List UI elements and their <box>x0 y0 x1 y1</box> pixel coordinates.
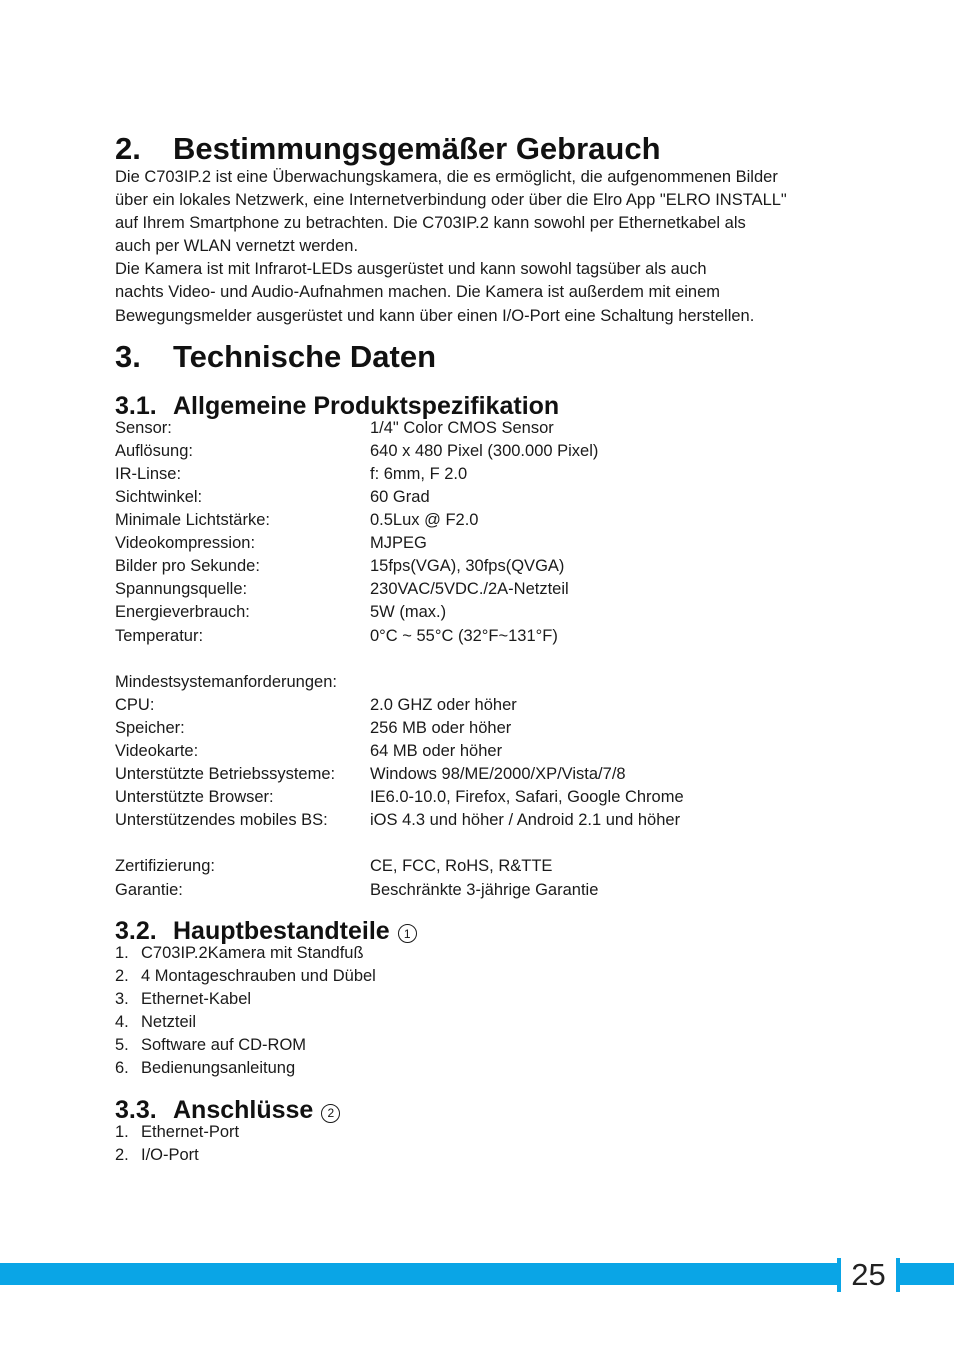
list-item-number: 2. <box>115 966 129 985</box>
spec-row <box>115 879 855 902</box>
spec-value: 64 MB oder höher <box>370 741 503 760</box>
list-item <box>115 942 855 965</box>
section-2-paragraph-2 <box>115 258 855 327</box>
spec-label: Unterstützte Browser: <box>115 788 274 807</box>
list-item-text: Netzteil <box>141 1012 197 1031</box>
spec-label: Sensor: <box>115 418 172 437</box>
list-item-number: 1. <box>115 943 129 962</box>
section-number: 3.3. <box>115 1096 157 1125</box>
spec-label: IR-Linse: <box>115 464 182 483</box>
spec-value <box>370 671 855 694</box>
spec-label: Unterstützte Betriebssysteme: <box>115 765 336 784</box>
components-list <box>115 942 855 1081</box>
spec-value: 230VAC/5VDC./2A-Netzteil <box>370 580 569 599</box>
spec-label: Garantie: <box>115 880 183 899</box>
paragraph-line: Bewegungsmelder ausgerüstet und kann über einen I/O-Port eine Schaltung herstellen. <box>115 306 755 325</box>
spec-row <box>115 855 855 878</box>
spec-row <box>115 486 855 509</box>
spec-row <box>115 671 855 694</box>
spec-value: IE6.0-10.0, Firefox, Safari, Google Chrome <box>370 788 684 807</box>
spec-row <box>115 763 855 786</box>
list-item-number: 4. <box>115 1012 129 1031</box>
list-item-text: Ethernet-Port <box>141 1123 240 1142</box>
spec-row <box>115 740 855 763</box>
spec-value: Windows 98/ME/2000/XP/Vista/7/8 <box>370 765 626 784</box>
spec-label: Speicher: <box>115 718 185 737</box>
spec-value: Beschränkte 3-jährige Garantie <box>370 880 599 899</box>
spec-label: Mindestsystemanforderungen: <box>115 672 337 691</box>
paragraph-line: auch per WLAN vernetzt werden. <box>115 237 359 256</box>
spec-value: 15fps(VGA), 30fps(QVGA) <box>370 557 565 576</box>
section-3-heading <box>115 336 855 378</box>
spec-label: Energieverbrauch: <box>115 603 250 622</box>
list-item <box>115 1011 855 1034</box>
list-item-text: Software auf CD-ROM <box>141 1036 307 1054</box>
section-number: 3.2. <box>115 916 157 945</box>
spec-row <box>115 809 855 832</box>
ports-list <box>115 1121 855 1167</box>
section-number: 3. <box>115 338 141 374</box>
page-number: 25 <box>837 1258 900 1292</box>
section-2-heading <box>115 128 855 170</box>
spec-row <box>115 509 855 532</box>
section-title: Technische Daten <box>173 338 437 374</box>
spec-row <box>115 601 855 624</box>
paragraph-line: Die Kamera ist mit Infrarot-LEDs ausgerüstet und kann sowohl tagsüber als auch <box>115 260 707 279</box>
section-title: Allgemeine Produktspezifikation <box>173 391 560 420</box>
spec-value: 5W (max.) <box>370 603 447 622</box>
spec-row <box>115 463 855 486</box>
spec-label: Videokarte: <box>115 741 199 760</box>
list-item-number: 3. <box>115 989 129 1008</box>
list-item-text: 4 Montageschrauben und Dübel <box>141 966 376 985</box>
list-item-number: 6. <box>115 1059 129 1078</box>
figure-reference-badge: 1 <box>398 924 417 943</box>
spec-row <box>115 440 855 463</box>
paragraph-line: über ein lokales Netzwerk, eine Internetverbindung oder über die Elro App "ELRO INSTALL" <box>115 191 787 210</box>
spacer-row <box>115 648 855 671</box>
spec-row <box>115 625 855 648</box>
list-item-number: 2. <box>115 1146 129 1165</box>
list-item <box>115 1121 855 1144</box>
spec-label: Minimale Lichtstärke: <box>115 511 270 530</box>
spec-label: Bilder pro Sekunde: <box>115 557 260 576</box>
section-title: Bestimmungsgemäßer Gebrauch <box>173 131 661 166</box>
spec-value: f: 6mm, F 2.0 <box>370 464 468 483</box>
section-number: 2. <box>115 131 141 166</box>
spec-value: MJPEG <box>370 534 427 553</box>
spec-row <box>115 694 855 717</box>
list-item-number: 5. <box>115 1036 129 1054</box>
spec-value: 0.5Lux @ F2.0 <box>370 511 479 530</box>
spec-value: CE, FCC, RoHS, R&TTE <box>370 857 553 876</box>
section-2-paragraph-1 <box>115 166 855 258</box>
list-item-text: C703IP.2Kamera mit Standfuß <box>141 943 364 962</box>
section-title: Anschlüsse <box>173 1096 314 1125</box>
spec-row <box>115 532 855 555</box>
spec-label: Videokompression: <box>115 534 256 553</box>
paragraph-line: nachts Video- und Audio-Aufnahmen machen. Die Kamera ist außerdem mit einem <box>115 283 721 302</box>
spec-row <box>115 578 855 601</box>
document-page <box>115 128 855 1167</box>
figure-reference-badge: 2 <box>321 1104 340 1123</box>
list-item <box>115 988 855 1011</box>
section-title: Hauptbestandteile <box>173 916 390 945</box>
list-item-number: 1. <box>115 1123 129 1142</box>
spacer-row <box>115 832 855 855</box>
paragraph-line: auf Ihrem Smartphone zu betrachten. Die C703IP.2 kann sowohl per Ethernetkabel als <box>115 214 746 233</box>
list-item-text: Bedienungsanleitung <box>141 1059 296 1078</box>
spec-table <box>115 417 855 902</box>
section-number: 3.1. <box>115 391 157 420</box>
spec-value: 2.0 GHZ oder höher <box>370 695 517 714</box>
list-item <box>115 1144 855 1167</box>
spec-label: Unterstützendes mobiles BS: <box>115 811 328 830</box>
spec-value: 60 Grad <box>370 487 430 506</box>
spec-row <box>115 555 855 578</box>
paragraph-line: Die C703IP.2 ist eine Überwachungskamera, die es ermöglicht, die aufgenommenen Bilder <box>115 168 778 186</box>
spec-label: Zertifizierung: <box>115 857 215 876</box>
footer-accent-bar <box>0 1263 954 1285</box>
spec-value: 256 MB oder höher <box>370 718 512 737</box>
list-item <box>115 1034 855 1057</box>
spec-row <box>115 786 855 809</box>
spec-label: CPU: <box>115 695 155 714</box>
spec-value: 0°C ~ 55°C (32°F~131°F) <box>370 626 558 645</box>
list-item <box>115 1057 855 1080</box>
list-item-text: Ethernet-Kabel <box>141 989 252 1008</box>
spec-label: Sichtwinkel: <box>115 487 203 506</box>
spec-value: 640 x 480 Pixel (300.000 Pixel) <box>370 441 599 460</box>
spec-label: Temperatur: <box>115 626 204 645</box>
list-item-text: I/O-Port <box>141 1146 199 1165</box>
spec-value: 1/4" Color CMOS Sensor <box>370 418 554 437</box>
list-item <box>115 965 855 988</box>
spec-label: Spannungsquelle: <box>115 580 248 599</box>
spec-row <box>115 717 855 740</box>
spec-value: iOS 4.3 und höher / Android 2.1 und höher <box>370 811 681 830</box>
spec-label: Auflösung: <box>115 441 193 460</box>
